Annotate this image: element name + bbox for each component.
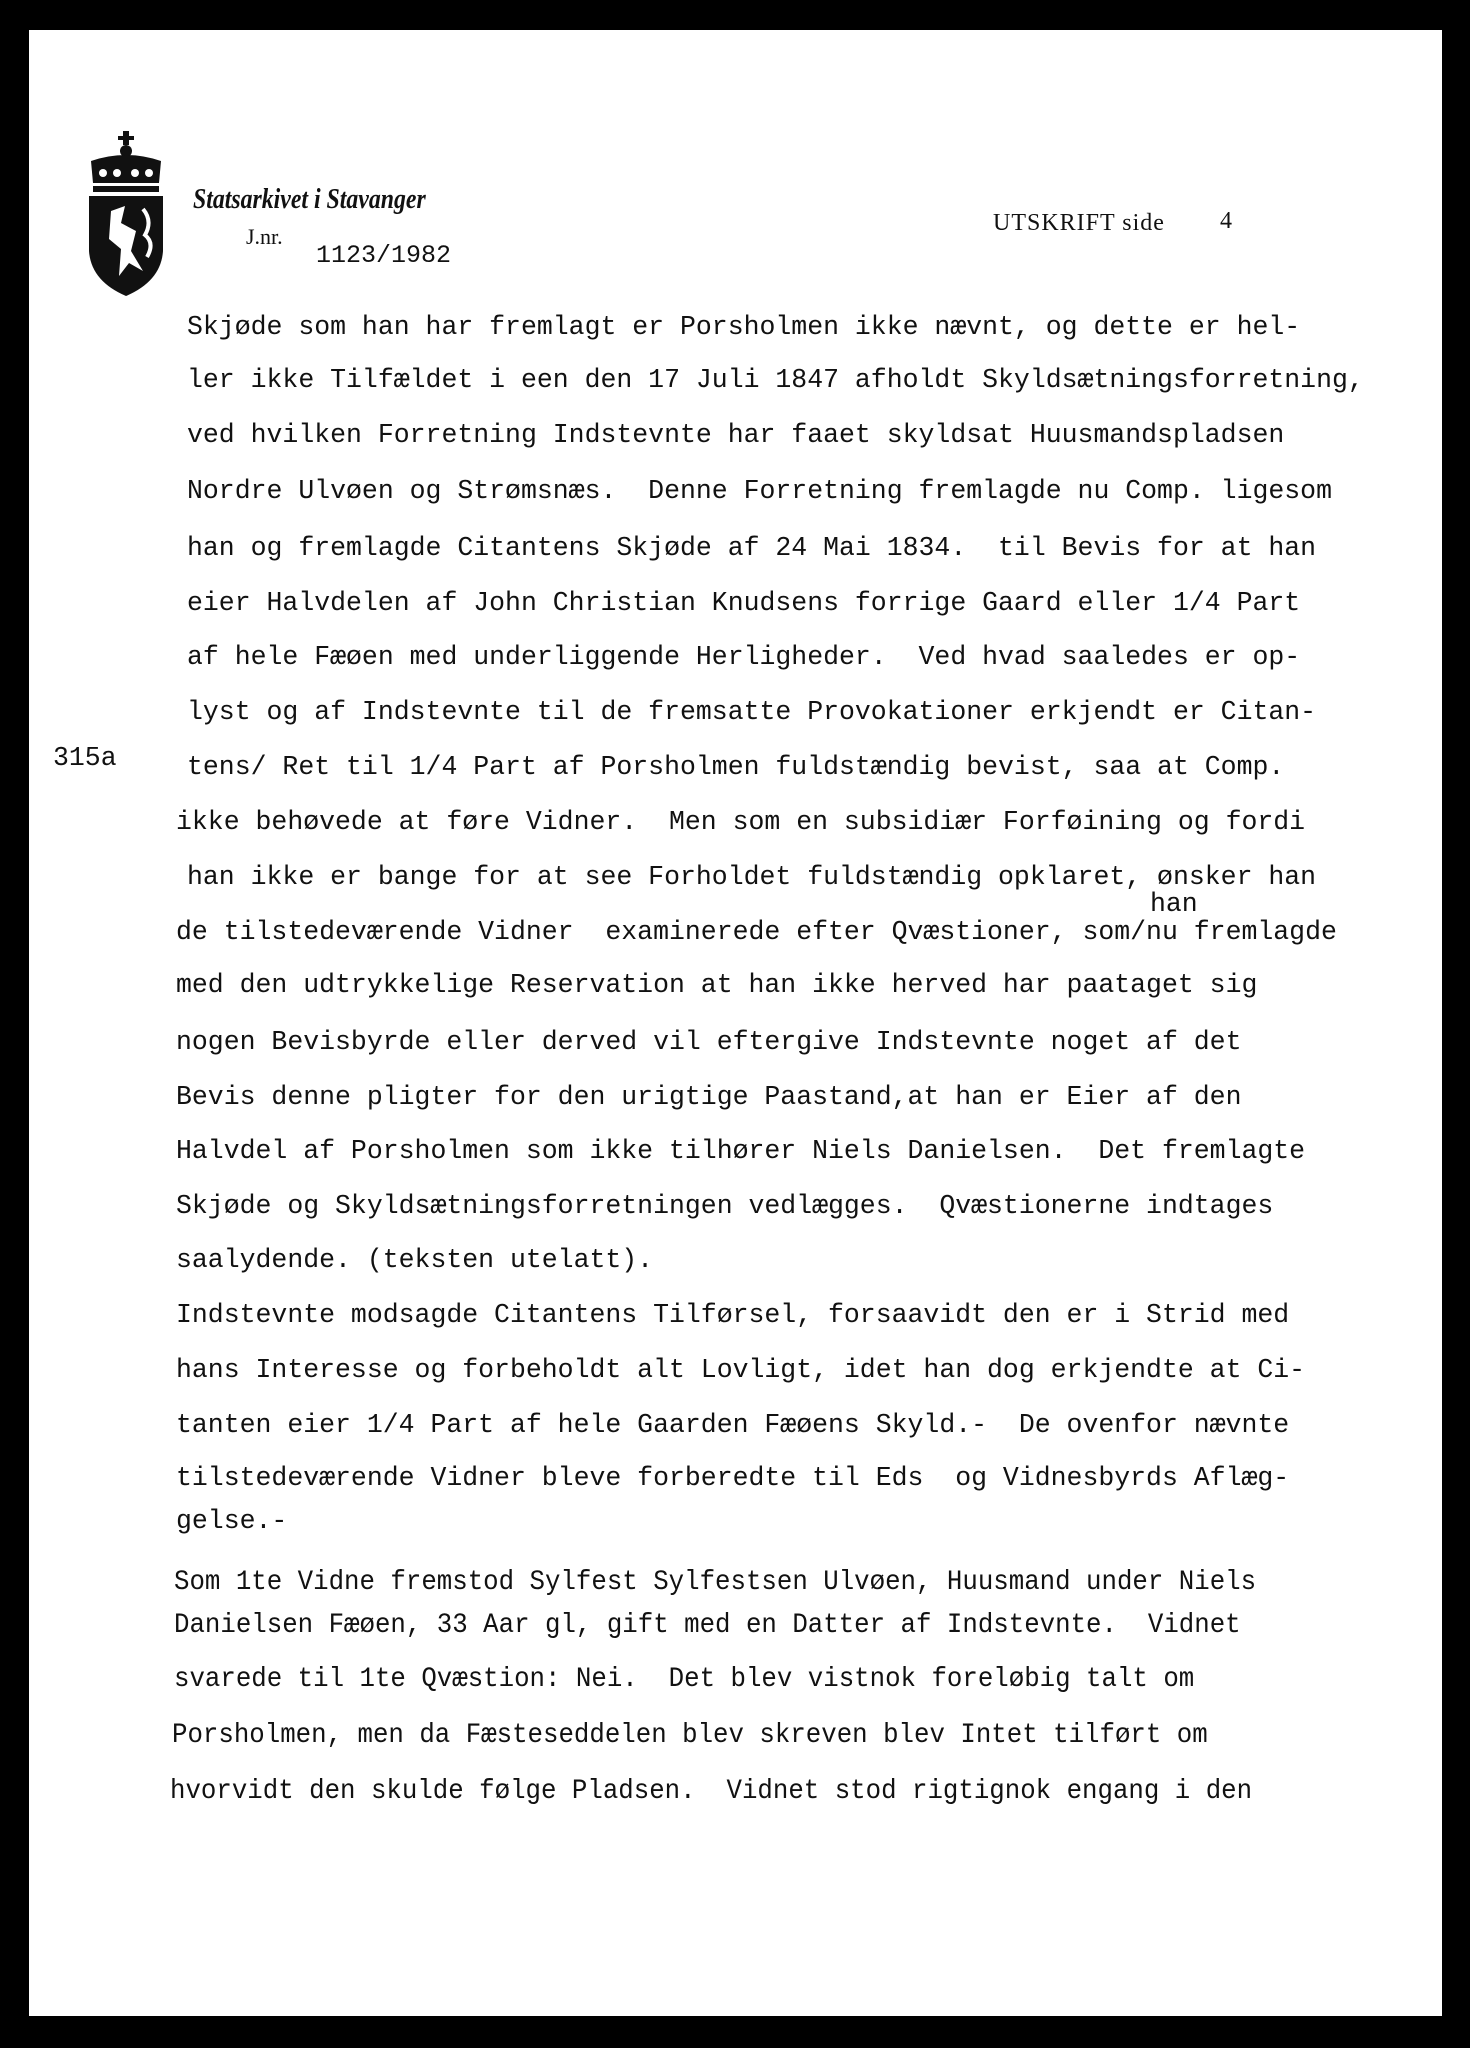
jnr-value: 1123/1982: [316, 241, 452, 270]
text-line: lyst og af Indstevnte til de fremsatte Provokationer erkjendt er Citan-: [187, 697, 1317, 727]
text-line: Nordre Ulvøen og Strømsnæs. Denne Forretning fremlagde nu Comp. ligesom: [187, 476, 1332, 506]
text-line: Som 1te Vidne fremstod Sylfest Sylfestsen Ulvøen, Huusmand under Niels: [174, 1567, 1257, 1598]
text-line: de tilstedeværende Vidner examinerede efter Qvæstioner, som/nu fremlagde: [176, 917, 1337, 947]
text-line: ved hvilken Forretning Indstevnte har faaet skyldsat Huusmandspladsen: [187, 420, 1285, 450]
margin-note: 315a: [53, 743, 117, 773]
text-line: han og fremlagde Citantens Skjøde af 24 Mai 1834. til Bevis for at han: [187, 533, 1317, 563]
text-line: saalydende. (teksten utelatt).: [176, 1245, 654, 1275]
text-line: Skjøde som han har fremlagt er Porsholmen ikke nævnt, og dette er hel-: [187, 312, 1301, 342]
text-line: Skjøde og Skyldsætningsforretningen vedlægges. Qvæstionerne indtages: [176, 1191, 1274, 1221]
page-number: 4: [1220, 208, 1232, 234]
text-line: gelse.-: [176, 1506, 288, 1536]
text-line: han ikke er bange for at see Forholdet fuldstændig opklaret, ønsker han: [187, 862, 1317, 892]
interlinear-insert: han: [1150, 889, 1198, 919]
text-line: nogen Bevisbyrde eller derved vil eftergive Indstevnte noget af det: [176, 1027, 1242, 1057]
text-line: Danielsen Fæøen, 33 Aar gl, gift med en Datter af Indstevnte. Vidnet: [174, 1610, 1241, 1641]
text-line: Bevis denne pligter for den urigtige Paastand,at han er Eier af den: [176, 1082, 1242, 1112]
coat-of-arms-logo: [81, 131, 171, 296]
text-line: tilstedeværende Vidner bleve forberedte til Eds og Vidnesbyrds Aflæg-: [176, 1463, 1290, 1493]
text-line: ler ikke Tilfældet i een den 17 Juli 1847 afholdt Skyldsætningsforretning,: [187, 365, 1364, 395]
transcript-label: UTSKRIFT side: [993, 210, 1165, 236]
text-line: Porsholmen, men da Fæsteseddelen blev skreven blev Intet tilført om: [172, 1720, 1208, 1751]
text-line: af hele Fæøen med underliggende Herligheder. Ved hvad saaledes er op-: [187, 642, 1301, 672]
text-line: tanten eier 1/4 Part af hele Gaarden Fæøens Skyld.- De ovenfor nævnte: [176, 1410, 1290, 1440]
text-line: Indstevnte modsagde Citantens Tilførsel, forsaavidt den er i Strid med: [176, 1300, 1290, 1330]
document-page: [29, 30, 1442, 2016]
text-line: svarede til 1te Qvæstion: Nei. Det blev vistnok foreløbig talt om: [174, 1664, 1195, 1695]
text-line: med den udtrykkelige Reservation at han ikke herved har paataget sig: [176, 970, 1258, 1000]
text-line: ikke behøvede at føre Vidner. Men som en subsidiær Forføining og fordi: [176, 807, 1306, 837]
jnr-label: J.nr.: [246, 224, 283, 249]
text-line: eier Halvdelen af John Christian Knudsens forrige Gaard eller 1/4 Part: [187, 588, 1301, 618]
text-line: hans Interesse og forbeholdt alt Lovligt, idet han dog erkjendte at Ci-: [176, 1355, 1306, 1385]
archive-name: Statsarkivet i Stavanger: [193, 184, 426, 215]
text-line: Halvdel af Porsholmen som ikke tilhører Niels Danielsen. Det fremlagte: [176, 1136, 1306, 1166]
text-line: tens/ Ret til 1/4 Part af Porsholmen fuldstændig bevist, saa at Comp.: [187, 752, 1285, 782]
text-line: hvorvidt den skulde følge Pladsen. Vidnet stod rigtignok engang i den: [170, 1776, 1253, 1807]
